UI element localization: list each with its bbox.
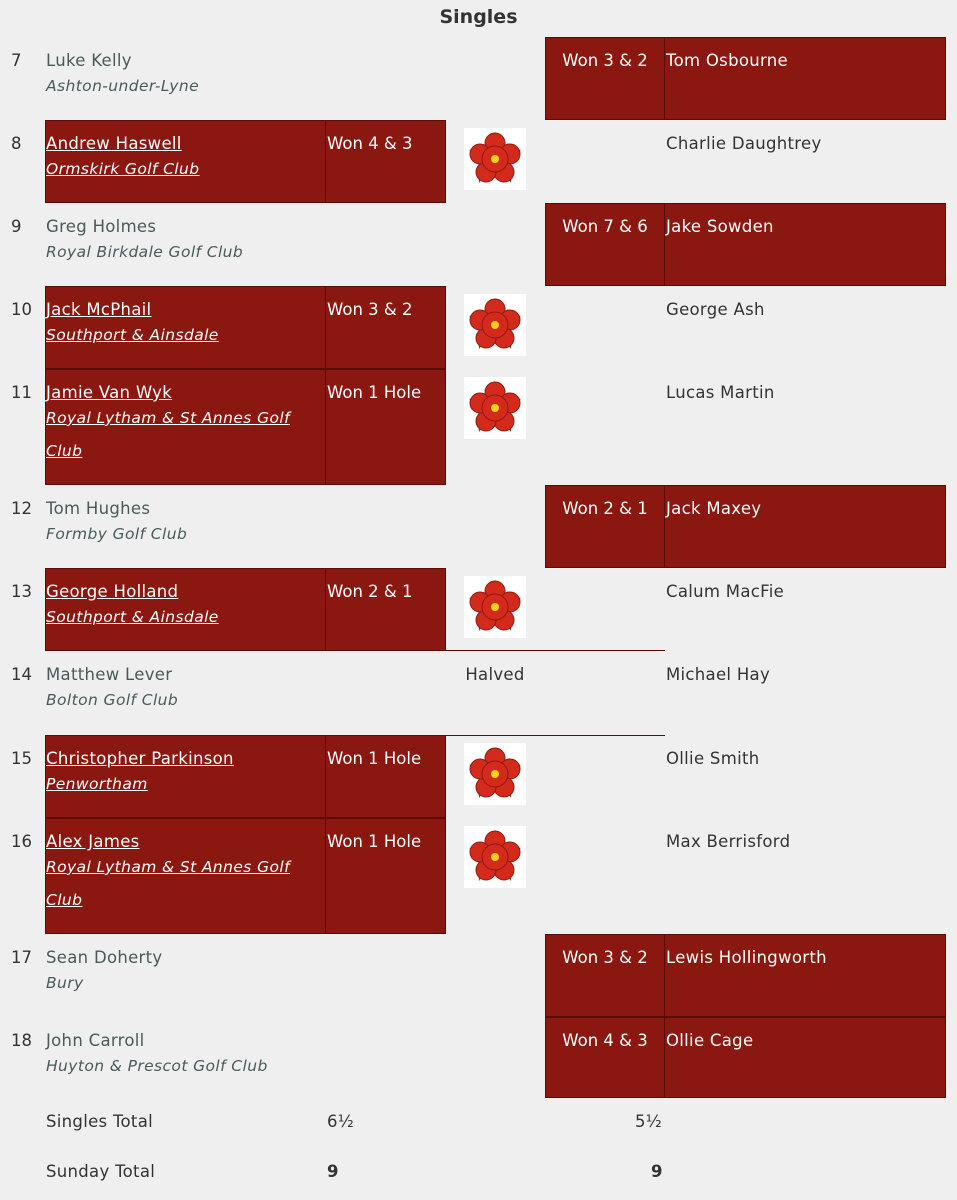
right-player-name: Jake Sowden xyxy=(666,217,774,236)
section-title: Singles xyxy=(439,6,518,28)
match-result: Won 1 Hole xyxy=(327,383,422,402)
left-player-cell xyxy=(45,818,325,934)
match-number: 10 xyxy=(11,300,32,319)
left-player-cell xyxy=(45,369,325,485)
match-result: Halved xyxy=(465,665,525,684)
table-row xyxy=(0,37,957,120)
left-player-name: John Carroll xyxy=(46,1031,145,1050)
singles-total-label: Singles Total xyxy=(46,1112,154,1131)
left-player-cell xyxy=(45,651,325,735)
singles-total-right: 5½ xyxy=(635,1112,663,1131)
table-row xyxy=(0,934,957,1017)
match-number: 15 xyxy=(11,749,32,768)
red-rose-icon xyxy=(445,735,545,818)
right-player-name: Jack Maxey xyxy=(666,499,762,518)
left-player-link[interactable]: George Holland xyxy=(46,582,179,601)
red-rose-icon xyxy=(445,286,545,369)
left-club-name: Bolton Golf Club xyxy=(46,691,179,709)
left-club-link[interactable]: Royal Lytham & St Annes Golf Club xyxy=(46,858,290,909)
left-player-name: Sean Doherty xyxy=(46,948,163,967)
right-player-name: Calum MacFie xyxy=(666,582,785,601)
table-row xyxy=(0,485,957,568)
left-player-cell xyxy=(45,286,325,369)
left-club-name: Formby Golf Club xyxy=(46,525,188,543)
left-player-name: Matthew Lever xyxy=(46,665,173,684)
match-number: 8 xyxy=(11,134,22,153)
sunday-total-right: 9 xyxy=(651,1162,663,1181)
left-player-name: Greg Holmes xyxy=(46,217,157,236)
sunday-total-left: 9 xyxy=(327,1162,339,1181)
left-player-cell xyxy=(45,568,325,651)
table-row xyxy=(0,1017,957,1098)
match-number: 13 xyxy=(11,582,32,601)
match-result: Won 3 & 2 xyxy=(327,300,413,319)
right-player-name: Tom Osbourne xyxy=(666,51,789,70)
left-player-cell xyxy=(45,37,325,120)
right-player-name: Lewis Hollingworth xyxy=(666,948,827,967)
match-result: Won 1 Hole xyxy=(327,749,422,768)
match-number: 9 xyxy=(11,217,22,236)
right-player-name: Michael Hay xyxy=(666,665,771,684)
match-number: 14 xyxy=(11,665,32,684)
red-rose-icon xyxy=(445,818,545,934)
left-player-link[interactable]: Christopher Parkinson xyxy=(46,749,234,768)
left-player-cell xyxy=(45,485,325,568)
table-row xyxy=(0,735,957,818)
match-number: 11 xyxy=(11,383,32,402)
left-player-link[interactable]: Jack McPhail xyxy=(46,300,152,319)
left-player-cell xyxy=(45,120,325,203)
right-player-name: Lucas Martin xyxy=(666,383,775,402)
table-row xyxy=(0,286,957,369)
match-number: 16 xyxy=(11,832,32,851)
left-club-link[interactable]: Ormskirk Golf Club xyxy=(46,160,200,178)
right-player-name: Max Berrisford xyxy=(666,832,791,851)
left-club-link[interactable]: Southport & Ainsdale xyxy=(46,608,219,626)
left-club-link[interactable]: Southport & Ainsdale xyxy=(46,326,219,344)
red-rose-icon xyxy=(445,568,545,651)
left-player-link[interactable]: Alex James xyxy=(46,832,140,851)
match-number: 7 xyxy=(11,51,22,70)
left-player-cell xyxy=(45,1017,325,1098)
table-row xyxy=(0,818,957,934)
right-player-name: Charlie Daughtrey xyxy=(666,134,822,153)
left-player-link[interactable]: Andrew Haswell xyxy=(46,134,182,153)
table-row xyxy=(0,203,957,286)
left-player-name: Luke Kelly xyxy=(46,51,132,70)
match-result: Won 3 & 2 xyxy=(562,51,648,70)
right-player-name: Ollie Cage xyxy=(666,1031,754,1050)
left-club-name: Huyton & Prescot Golf Club xyxy=(46,1057,268,1075)
left-club-link[interactable]: Royal Lytham & St Annes Golf Club xyxy=(46,409,290,460)
right-player-name: George Ash xyxy=(666,300,765,319)
left-player-link[interactable]: Jamie Van Wyk xyxy=(46,383,173,402)
match-result: Won 7 & 6 xyxy=(562,217,648,236)
left-player-cell xyxy=(45,203,325,286)
table-row xyxy=(0,651,957,735)
left-player-name: Tom Hughes xyxy=(46,499,151,518)
match-result: Won 3 & 2 xyxy=(562,948,648,967)
left-club-link[interactable]: Penwortham xyxy=(46,775,148,793)
red-rose-icon xyxy=(445,369,545,485)
red-rose-icon xyxy=(445,120,545,203)
left-club-name: Royal Birkdale Golf Club xyxy=(46,243,244,261)
singles-total-left: 6½ xyxy=(327,1112,355,1131)
match-result: Won 4 & 3 xyxy=(327,134,413,153)
match-result: Won 4 & 3 xyxy=(562,1031,648,1050)
table-row xyxy=(0,568,957,651)
match-number: 12 xyxy=(11,499,32,518)
sunday-total-label: Sunday Total xyxy=(46,1162,156,1181)
left-club-name: Ashton-under-Lyne xyxy=(46,77,200,95)
match-number: 17 xyxy=(11,948,32,967)
table-row xyxy=(0,369,957,485)
left-club-name: Bury xyxy=(46,974,84,992)
match-number: 18 xyxy=(11,1031,32,1050)
match-result: Won 2 & 1 xyxy=(562,499,648,518)
left-player-cell xyxy=(45,735,325,818)
match-result: Won 1 Hole xyxy=(327,832,422,851)
table-row xyxy=(0,120,957,203)
match-result: Won 2 & 1 xyxy=(327,582,413,601)
right-player-name: Ollie Smith xyxy=(666,749,760,768)
left-player-cell xyxy=(45,934,325,1017)
